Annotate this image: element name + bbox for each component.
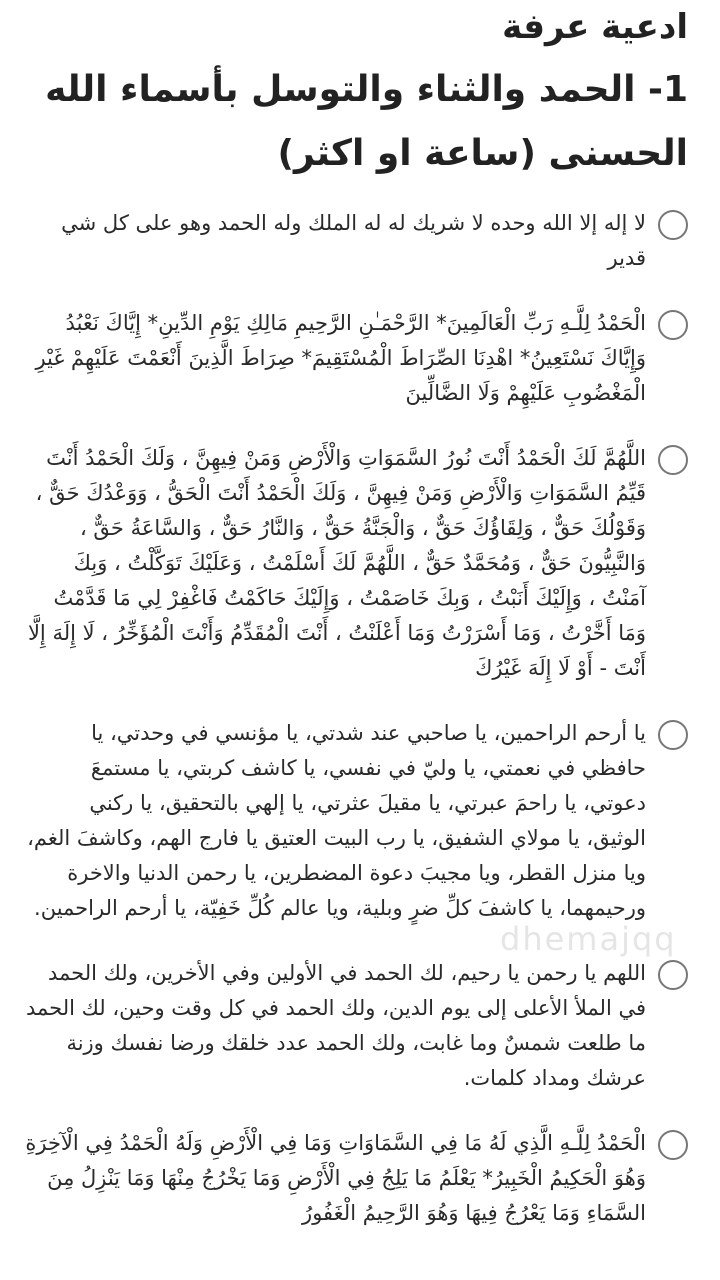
check-circle-icon[interactable]	[658, 310, 688, 340]
section-title: 1- الحمد والثناء والتوسل بأسماء الله الحسنى (ساعة او اكثر)	[45, 69, 688, 174]
dua-text: الْحَمْدُ لِلَّـهِ رَبِّ الْعَالَمِينَ* الرَّحْمَـٰنِ الرَّحِيمِ مَالِكِ يَوْمِ الدِّينِ* إِيَّاكَ نَعْبُدُ وَإِيَّاكَ نَسْتَعِينُ* اهْدِنَا الصِّرَاطَ الْمُسْتَقِيمَ* صِرَاطَ الَّذِينَ أَنْعَمْتَ عَلَيْهِمْ غَيْرِ الْمَغْضُوبِ عَلَيْهِمْ وَلَا الضَّالِّينَ	[35, 311, 646, 405]
checklist-item	[24, 716, 688, 926]
dua-text: لا إله إلا الله وحده لا شريك له له الملك وله الحمد وهو على كل شي قدير	[61, 211, 646, 270]
checklist-item	[24, 441, 688, 686]
check-circle-icon[interactable]	[658, 445, 688, 475]
check-circle-icon[interactable]	[658, 1130, 688, 1160]
dua-text: اللهم يا رحمن يا رحيم، لك الحمد في الأولين وفي الأخرين، ولك الحمد في الملأ الأعلى إلى يوم الدين، ولك الحمد في كل وقت وحين، لك الحمد ما طلعت شمسٌ وما غابت، ولك الحمد عدد خلقك ورضا نفسك وزنة عرشك ومداد كلمات.	[25, 961, 646, 1090]
checklist-item	[24, 956, 688, 1096]
check-circle-icon[interactable]	[658, 960, 688, 990]
dua-text: الْحَمْدُ لِلَّـهِ الَّذِي لَهُ مَا فِي السَّمَاوَاتِ وَمَا فِي الْأَرْضِ وَلَهُ الْحَمْدُ فِي الْآخِرَةِ وَهُوَ الْحَكِيمُ الْخَبِيرُ* يَعْلَمُ مَا يَلِجُ فِي الْأَرْضِ وَمَا يَخْرُجُ مِنْهَا وَمَا يَنْزِلُ مِنَ السَّمَاءِ وَمَا يَعْرُجُ فِيهَا وَهُوَ الرَّحِيمُ الْغَفُورُ	[25, 1131, 646, 1225]
watermark: dhemajqq	[500, 920, 677, 958]
checklist-item	[24, 1126, 688, 1231]
checklist-item	[24, 306, 688, 411]
checklist-item	[24, 206, 688, 276]
dua-text: يا أرحم الراحمين، يا صاحبي عند شدتي، يا مؤنسي في وحدتي، يا حافظي في نعمتي، يا وليّ في نفسي، يا كاشف كربتي، يا مستمعَ دعوتي، يا راحمَ عبرتي، يا مقيلَ عثرتي، يا إلهي بالتحقيق، يا ركني الوثيق، يا مولاي الشفيق، يا رب البيت العتيق يا فارج الهم، وكاشفَ الغم، ويا منزل القطر، ويا مجيبَ دعوة المضطرين، يا رحمن الدنيا والاخرة ورحيمهما، يا كاشفَ كلِّ ضرٍ وبلية، ويا عالم كُلِّ خَفِيّة، يا أرحم الراحمين.	[27, 721, 646, 920]
check-circle-icon[interactable]	[658, 720, 688, 750]
page-title: ادعية عرفة	[502, 7, 688, 47]
checklist	[24, 206, 688, 1231]
dua-text: اللَّهُمَّ لَكَ الْحَمْدُ أَنْتَ نُورُ السَّمَوَاتِ وَالْأَرْضِ وَمَنْ فِيهِنَّ ، وَلَكَ الْحَمْدُ أَنْتَ قَيِّمُ السَّمَوَاتِ وَالْأَرْضِ وَمَنْ فِيهِنَّ ، وَلَكَ الْحَمْدُ أَنْتَ الْحَقُّ ، وَوَعْدُكَ حَقٌّ ، وَقَوْلُكَ حَقٌّ ، وَلِقَاؤُكَ حَقٌّ ، وَالْجَنَّةُ حَقٌّ ، وَالنَّارُ حَقٌّ ، وَالسَّاعَةُ حَقٌّ ، وَالنَّبِيُّونَ حَقٌّ ، وَمُحَمَّدٌ حَقٌّ ، اللَّهُمَّ لَكَ أَسْلَمْتُ ، وَعَلَيْكَ تَوَكَّلْتُ ، وَبِكَ آمَنْتُ ، وَإِلَيْكَ أَنَبْتُ ، وَبِكَ خَاصَمْتُ ، وَإِلَيْكَ حَاكَمْتُ فَاغْفِرْ لِي مَا قَدَّمْتُ وَمَا أَخَّرْتُ ، وَمَا أَسْرَرْتُ وَمَا أَعْلَنْتُ ، أَنْتَ الْمُقَدِّمُ وَأَنْتَ الْمُؤَخِّرُ ، لَا إِلَهَ إِلَّا أَنْتَ - أَوْ لَا إِلَهَ غَيْرُكَ	[27, 446, 646, 680]
check-circle-icon[interactable]	[658, 210, 688, 240]
